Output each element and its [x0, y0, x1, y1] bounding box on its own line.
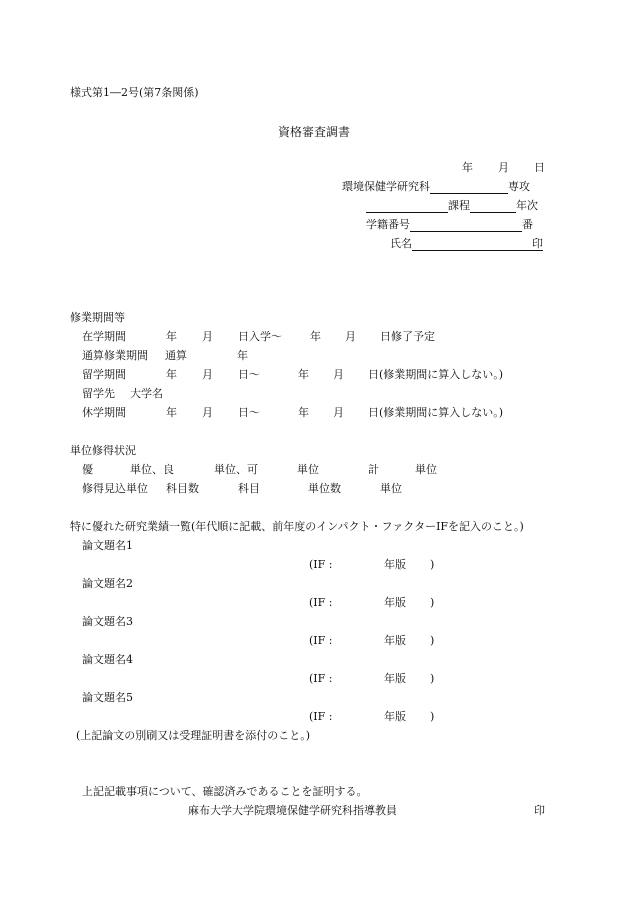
leave-row: [0, 406, 630, 420]
leave-y2: 年: [298, 406, 309, 419]
paper-title-3: 論文題名3: [82, 615, 133, 628]
subjects-count-label: 科目数: [166, 482, 199, 495]
enrollment-y1: 年: [166, 330, 177, 343]
page-title: 資格審査調書: [278, 125, 351, 139]
research-heading: 特に優れた研究業績一覧(年代順に記載、前年度のインパクト・ファクターIFを記入のこと。): [70, 520, 524, 533]
subjects-label: 科目: [238, 482, 260, 495]
graduate-school: 環境保健学研究科: [342, 180, 430, 193]
grade-excellent: 優: [82, 463, 93, 476]
expected-credits-row: [0, 482, 630, 496]
enrollment-d1: 日入学～: [238, 330, 282, 343]
enrollment-row: [0, 330, 630, 344]
paper-close: ): [430, 672, 435, 685]
paper-title-4: 論文題名4: [82, 653, 133, 666]
paper-if-label: (IF :: [309, 596, 333, 609]
enrollment-m1: 月: [202, 330, 213, 343]
student-id-label: 学籍番号: [366, 218, 410, 231]
leave-label: 休学期間: [82, 406, 126, 419]
certification-statement: 上記記載事項について、確認済みであることを証明する。: [82, 785, 368, 798]
paper-if-label: (IF :: [309, 558, 333, 571]
abroad-y2: 年: [298, 368, 309, 381]
unit-label: 単位: [297, 463, 319, 476]
paper-title-2: 論文題名2: [82, 577, 133, 590]
paper-close: ): [430, 558, 435, 571]
abroad-y1: 年: [166, 368, 177, 381]
date-day: 日: [534, 161, 545, 174]
destination-row: [0, 387, 630, 401]
unit-good: 単位、良: [130, 463, 174, 476]
name-field[interactable]: [412, 238, 532, 251]
enrollment-y2: 年: [310, 330, 321, 343]
leave-m2: 月: [333, 406, 344, 419]
leave-y1: 年: [166, 406, 177, 419]
paper-title-5: 論文題名5: [82, 691, 133, 704]
student-id-line: [366, 218, 533, 232]
paper-if-row-3: [0, 634, 630, 648]
total-label: 計: [368, 463, 379, 476]
abroad-row: [0, 368, 630, 382]
signer-row: [0, 804, 630, 818]
student-id-suffix: 番: [522, 218, 533, 231]
paper-if-row-4: [0, 672, 630, 686]
paper-edition: 年版: [384, 558, 406, 571]
enrollment-m2: 月: [345, 330, 356, 343]
cumulative-year: 年: [237, 349, 248, 362]
cumulative-label: 通算修業期間: [82, 349, 148, 362]
paper-close: ): [430, 596, 435, 609]
credits-row: [0, 463, 630, 477]
paper-close: ): [430, 634, 435, 647]
major-label: 専攻: [508, 180, 530, 193]
expected-label: 修得見込単位: [82, 482, 148, 495]
paper-edition: 年版: [384, 634, 406, 647]
cumulative-prefix: 通算: [165, 349, 187, 362]
year-level-field[interactable]: [470, 200, 516, 213]
enrollment-d2: 日修了予定: [380, 330, 435, 343]
unit-fair: 単位、可: [214, 463, 258, 476]
major-line: [342, 180, 530, 194]
enrollment-label: 在学期間: [82, 330, 126, 343]
destination-university: 大学名: [130, 387, 163, 400]
date-year: 年: [462, 161, 473, 174]
signer-seal: 印: [534, 804, 545, 817]
form-number: 様式第1―2号(第7条関係): [70, 86, 199, 99]
abroad-m2: 月: [333, 368, 344, 381]
year-level-label: 年次: [516, 199, 538, 212]
paper-close: ): [430, 710, 435, 723]
course-field[interactable]: [366, 200, 448, 213]
leave-m1: 月: [202, 406, 213, 419]
major-field[interactable]: [430, 181, 508, 194]
name-seal: 印: [532, 237, 543, 250]
paper-if-row-2: [0, 596, 630, 610]
paper-if-label: (IF :: [309, 710, 333, 723]
leave-d1: 日～: [238, 406, 260, 419]
abroad-d2: 日(修業期間に算入しない。): [368, 368, 504, 381]
paper-edition: 年版: [384, 710, 406, 723]
paper-edition: 年版: [384, 672, 406, 685]
name-line: [390, 237, 543, 251]
paper-if-label: (IF :: [309, 672, 333, 685]
abroad-m1: 月: [202, 368, 213, 381]
paper-if-label: (IF :: [309, 634, 333, 647]
paper-if-row-5: [0, 710, 630, 724]
cumulative-row: [0, 349, 630, 363]
destination-label: 留学先: [82, 387, 115, 400]
study-period-heading: 修業期間等: [70, 311, 125, 324]
abroad-label: 留学期間: [82, 368, 126, 381]
paper-title-1: 論文題名1: [82, 539, 133, 552]
credits-heading: 単位修得状況: [70, 444, 136, 457]
abroad-d1: 日～: [238, 368, 260, 381]
unit-total-label: 単位: [415, 463, 437, 476]
unit2-label: 単位: [380, 482, 402, 495]
attachment-note: (上記論文の別刷又は受理証明書を添付のこと。): [76, 729, 311, 742]
leave-d2: 日(修業期間に算入しない。): [368, 406, 504, 419]
paper-if-row-1: [0, 558, 630, 572]
student-id-field[interactable]: [410, 219, 522, 232]
date-line: [0, 161, 630, 175]
name-label: 氏名: [390, 237, 412, 250]
units-count-label: 単位数: [308, 482, 341, 495]
course-line: [366, 199, 538, 213]
course-label: 課程: [448, 199, 470, 212]
signer-label: 麻布大学大学院環境保健学研究科指導教員: [188, 804, 397, 817]
date-month: 月: [498, 161, 509, 174]
paper-edition: 年版: [384, 596, 406, 609]
